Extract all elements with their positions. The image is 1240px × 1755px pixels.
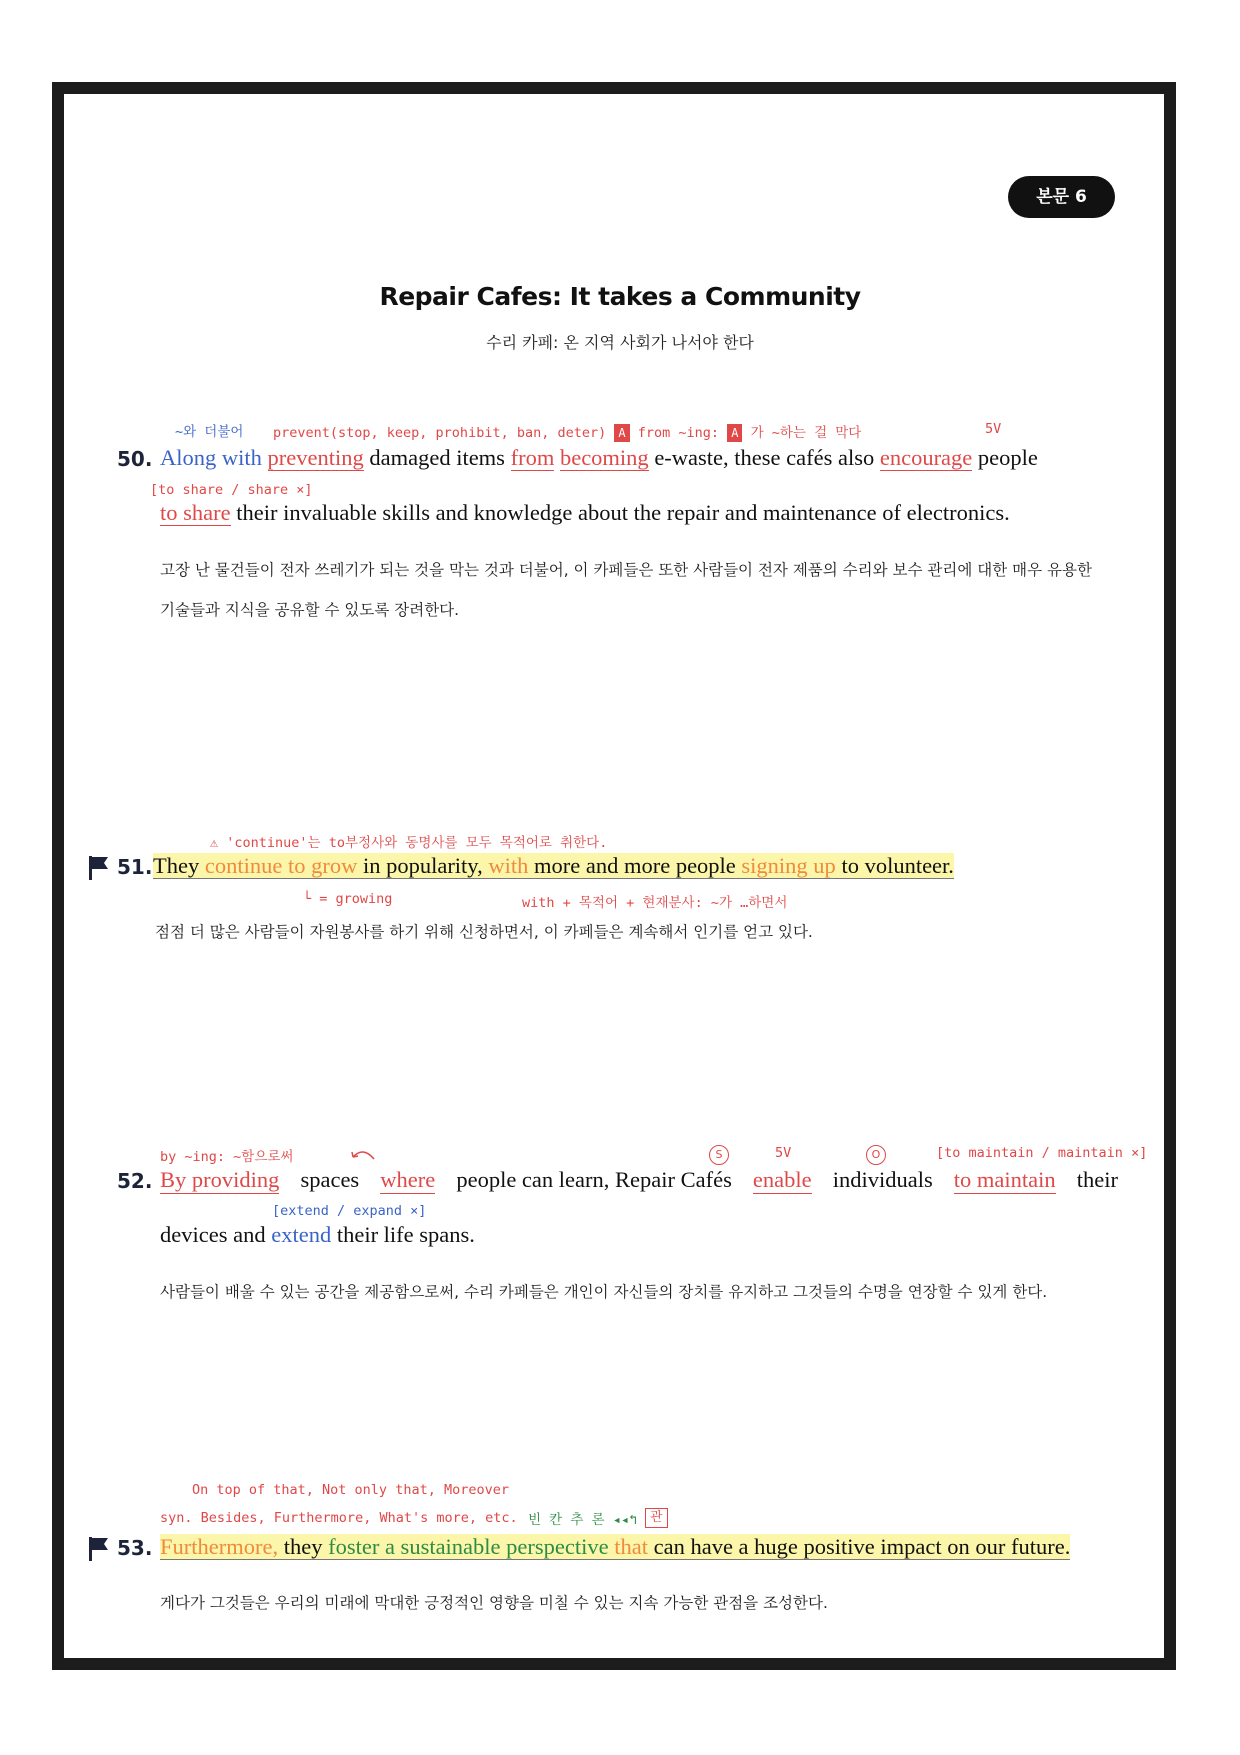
sentence-number-53: 53. [117, 1536, 153, 1560]
annotation-to-maintain: [to maintain / maintain ×] [936, 1145, 1148, 1161]
annotation-prevent: prevent(stop, keep, prohibit, ban, deter) [273, 425, 607, 441]
annotation-continue: 'continue'는 to부정사와 동명사를 모두 목적어로 취한다. [226, 835, 608, 851]
word-to-maintain: to maintain [953, 1167, 1056, 1192]
sentence-52-line-2 [160, 1222, 475, 1248]
translation-53: 게다가 그것들은 우리의 미래에 막대한 긍정적인 영향을 미칠 수 있는 지속 가능한 관점을 조성한다. [160, 1594, 828, 1612]
annotation-blank-inference [528, 1508, 637, 1528]
annotation-to-share: [to share / share ×] [150, 482, 313, 498]
translation-50-line-1: 고장 난 물건들이 전자 쓰레기가 되는 것을 막는 것과 더불어, 이 카페들은 또한 사람들이 전자 제품의 수리와 보수 관리에 대한 매우 유용한 [160, 561, 1092, 579]
phrase-by-providing: By providing [160, 1167, 280, 1192]
word-furthermore: Furthermore, [160, 1534, 279, 1559]
word-to-share: to share [160, 500, 231, 525]
sentence-50-line-2 [160, 500, 1010, 526]
word-encourage: encourage [879, 445, 973, 470]
translation-52: 사람들이 배울 수 있는 공간을 제공함으로써, 수리 카페들은 개인이 자신들의 장치를 유지하고 그것들의 수명을 연장할 수 있게 한다. [160, 1283, 1048, 1301]
highlighted-sentence-53 [160, 1534, 1070, 1560]
text-in-popularity: in popularity, [362, 853, 483, 878]
subject-marker: S [709, 1145, 729, 1165]
text-people: people [977, 445, 1038, 470]
word-they: They [153, 853, 200, 878]
sentence-number-51: 51. [117, 855, 153, 879]
section-badge: 본문 6 [1008, 176, 1115, 218]
word-from: from [510, 445, 555, 470]
flag-icon [88, 855, 110, 881]
text-ewaste: e-waste, these cafés also [654, 445, 875, 470]
page-subtitle: 수리 카페: 온 지역 사회가 나서야 한다 [486, 333, 754, 352]
word-extend: extend [271, 1222, 332, 1247]
translation-50-line-2: 기술들과 지식을 공유할 수 있도록 장려한다. [160, 601, 460, 619]
annotation-meaning: 가 ~하는 걸 막다 [750, 425, 862, 441]
word-spaces: spaces [300, 1167, 360, 1192]
annotation-synonyms: syn. Besides, Furthermore, What's more, etc. [160, 1510, 518, 1526]
sentence-53 [160, 1534, 1070, 1560]
word-preventing: preventing [267, 445, 364, 470]
annotation-s-circle [709, 1143, 729, 1165]
word-becoming: becoming [559, 445, 649, 470]
annotation-continue-warning [210, 831, 607, 851]
box-a-label: A [614, 424, 629, 442]
relative-clause-marker: 관 [645, 1508, 668, 1528]
text-more-people: more and more people [534, 853, 736, 878]
highlighted-sentence-51 [153, 853, 954, 879]
object-marker: O [866, 1145, 886, 1165]
text-people-learn: people can learn, Repair Cafés [456, 1167, 732, 1192]
word-where: where [380, 1167, 436, 1192]
annotation-by-ing: by ~ing: ~함으로써 [160, 1149, 294, 1165]
annotation-on-top-of-that: On top of that, Not only that, Moreover [192, 1482, 509, 1498]
warning-icon: ⚠ [210, 835, 219, 851]
phrase-along-with: Along with [160, 445, 262, 470]
text-rest-53: can have a huge positive impact on our future. [653, 1534, 1071, 1559]
sentence-52-line-1 [160, 1167, 1118, 1194]
word-their: their [1076, 1167, 1118, 1192]
annotation-prevent-pattern [273, 421, 861, 442]
box-a-label-2: A [727, 424, 742, 442]
annotation-5v: 5V [985, 421, 1002, 437]
word-they-53: they [283, 1534, 323, 1559]
text-life-spans: their life spans. [336, 1222, 475, 1247]
sentence-51 [153, 853, 954, 879]
text-devices-and: devices and [160, 1222, 266, 1247]
phrase-foster-perspective: foster a sustainable perspective [328, 1534, 609, 1559]
phrase-continue-to-grow: continue to grow [204, 853, 358, 878]
arrows-icon: ◂◂↰ [612, 1512, 638, 1528]
annotation-with-participle: with + 목적어 + 현재분사: ~가 …하면서 [522, 895, 788, 911]
annotation-from-ing: from ~ing: [637, 425, 720, 441]
annotation-along-with: ~와 더불어 [175, 424, 244, 440]
annotation-kwan [645, 1506, 668, 1528]
phrase-signing-up: signing up [741, 853, 836, 878]
sentence-number-52: 52. [117, 1169, 153, 1193]
text-damaged-items: damaged items [369, 445, 505, 470]
word-individuals: individuals [832, 1167, 933, 1192]
annotation-extend: [extend / expand ×] [272, 1203, 427, 1219]
sentence-50-line-1 [160, 445, 1038, 471]
sentence-number-50: 50. [117, 447, 153, 471]
flag-icon-2 [88, 1536, 110, 1562]
word-that: that [614, 1534, 648, 1559]
text-to-volunteer: to volunteer. [841, 853, 954, 878]
page-title: Repair Cafes: It takes a Community [379, 282, 861, 311]
text-rest-50: their invaluable skills and knowledge about the repair and maintenance of electronics. [236, 500, 1010, 525]
annotation-growing: └ = growing [303, 891, 393, 907]
annotation-o-circle [866, 1143, 886, 1165]
translation-51: 점점 더 많은 사람들이 자원봉사를 하기 위해 신청하면서, 이 카페들은 계속해서 인기를 얻고 있다. [155, 923, 813, 941]
label-blank-inference: 빈 칸 추 론 [528, 1512, 605, 1528]
word-enable: enable [752, 1167, 812, 1192]
word-with: with [488, 853, 529, 878]
curved-arrow-icon [350, 1148, 376, 1162]
annotation-5v-52: 5V [775, 1145, 792, 1161]
